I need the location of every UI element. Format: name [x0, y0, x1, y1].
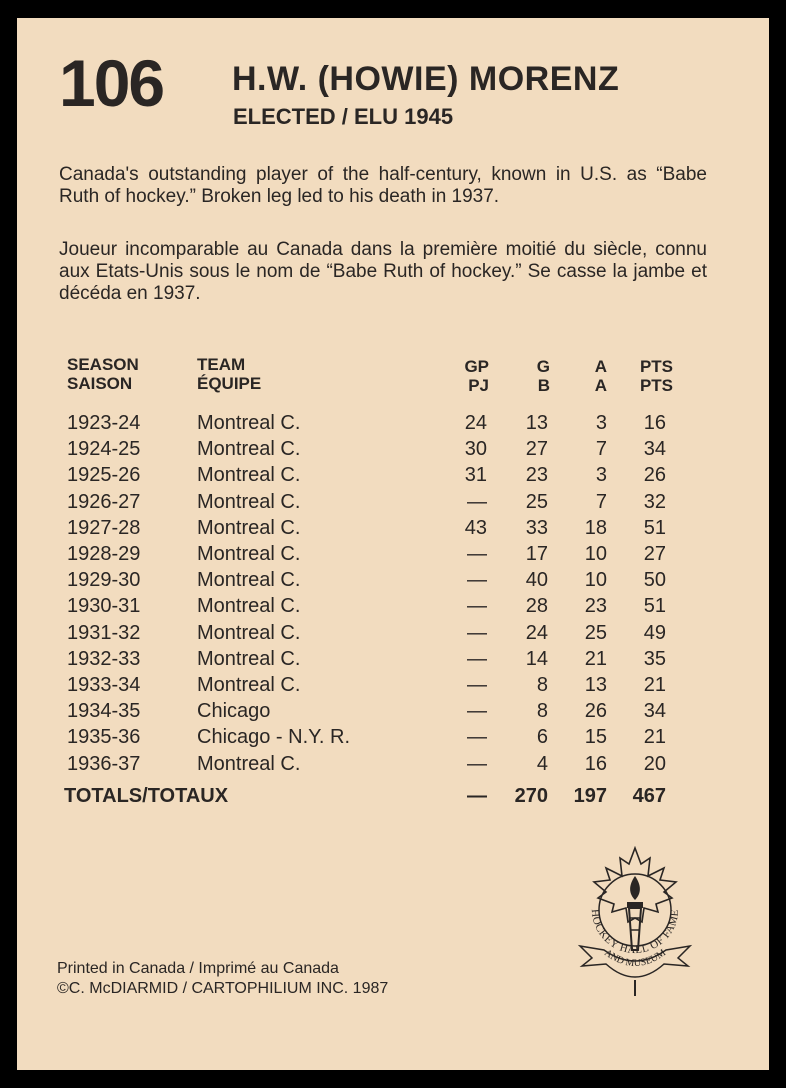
cell-g: 23 [525, 464, 548, 487]
cell-team: Chicago - N.Y. R. [197, 726, 351, 749]
cell-a: 10 [584, 569, 607, 592]
cell-g: 14 [525, 647, 548, 670]
cell-g: 28 [525, 595, 548, 618]
hockey-hall-of-fame-logo [572, 846, 698, 998]
card-number: 106 [59, 46, 164, 120]
cell-a: 23 [584, 595, 607, 618]
logo-ribbon-text: AND MUSEUM [602, 947, 668, 970]
cell-a: 15 [584, 726, 607, 749]
cell-team: Chicago [197, 700, 271, 723]
header-g: G B [536, 357, 550, 395]
cell-g: 27 [525, 438, 548, 461]
header-team: TEAM ÉQUIPE [197, 355, 262, 393]
cell-gp: — [467, 674, 487, 696]
totals-gp: — [467, 785, 487, 807]
cell-season: 1932-33 [67, 647, 141, 670]
cell-pts: 20 [643, 752, 666, 775]
header-a: A A [594, 357, 607, 395]
cell-team: Montreal C. [197, 752, 301, 775]
table-row [17, 436, 769, 462]
cell-a: 25 [584, 621, 607, 644]
cell-season: 1933-34 [67, 674, 141, 696]
table-row [17, 462, 769, 488]
table-row [17, 541, 769, 567]
cell-g: 13 [525, 412, 548, 434]
cell-pts: 21 [643, 726, 666, 749]
cell-pts: 34 [643, 700, 666, 723]
table-row [17, 410, 769, 436]
cell-season: 1931-32 [67, 621, 141, 644]
cell-gp: — [467, 569, 487, 592]
cell-pts: 16 [643, 412, 666, 434]
cell-g: 17 [525, 543, 548, 565]
cell-season: 1925-26 [67, 464, 141, 487]
cell-season: 1926-27 [67, 490, 141, 513]
totals-label: TOTALS/TOTAUX [64, 785, 229, 807]
cell-a: 3 [595, 464, 607, 487]
bio-english: Canada's outstanding player of the half-century, known in U.S. as “Babe Ruth of hockey.” Broken leg led to his death in 1937. [59, 164, 707, 207]
cell-pts: 35 [643, 647, 666, 670]
cell-a: 18 [584, 516, 607, 539]
cell-pts: 51 [643, 595, 666, 618]
elected-year: ELECTED / ELU 1945 [233, 104, 454, 129]
cell-season: 1936-37 [67, 752, 141, 775]
totals-pts: 467 [632, 785, 666, 807]
table-row [17, 515, 769, 541]
cell-a: 13 [584, 674, 607, 696]
cell-season: 1923-24 [67, 412, 141, 434]
cell-team: Montreal C. [197, 464, 301, 487]
cell-a: 7 [595, 490, 607, 513]
cell-a: 7 [595, 438, 607, 461]
cell-gp: — [467, 543, 487, 565]
cell-pts: 32 [643, 490, 666, 513]
cell-g: 33 [525, 516, 548, 539]
cell-g: 6 [536, 726, 548, 749]
torch-icon [627, 876, 643, 950]
table-row [17, 489, 769, 515]
player-name: H.W. (HOWIE) MORENZ [232, 60, 620, 98]
cell-gp: 43 [464, 516, 487, 539]
cell-team: Montreal C. [197, 412, 301, 434]
cell-team: Montreal C. [197, 621, 301, 644]
cell-pts: 51 [643, 516, 666, 539]
cell-g: 4 [536, 752, 548, 775]
cell-pts: 26 [643, 464, 666, 487]
cell-season: 1927-28 [67, 516, 141, 539]
cell-a: 21 [584, 647, 607, 670]
cell-gp: 24 [464, 412, 487, 434]
cell-gp: 31 [464, 464, 487, 487]
cell-gp: — [467, 490, 487, 513]
cell-gp: 30 [464, 438, 487, 461]
cell-g: 40 [525, 569, 548, 592]
logo-ring-text: HOCKEY HALL OF FAME [588, 908, 682, 957]
table-row [17, 593, 769, 619]
cell-team: Montreal C. [197, 543, 301, 565]
cell-gp: — [467, 726, 487, 749]
cell-season: 1928-29 [67, 543, 141, 565]
header-gp: GP PJ [464, 357, 489, 395]
table-row [17, 724, 769, 750]
cell-team: Montreal C. [197, 647, 301, 670]
bio-french: Joueur incomparable au Canada dans la première moitié du siècle, connu aux Etats-Unis sous le nom de “Babe Ruth of hockey.” Se casse la jambe et décéda en 1937. [59, 239, 707, 304]
header-season: SEASON SAISON [67, 355, 139, 393]
cell-team: Montreal C. [197, 438, 301, 461]
cell-g: 8 [536, 674, 548, 696]
copyright-note: ©C. McDIARMID / CARTOPHILIUM INC. 1987 [57, 980, 389, 997]
cell-team: Montreal C. [197, 516, 301, 539]
cell-team: Montreal C. [197, 595, 301, 618]
card-back [17, 18, 769, 1070]
cell-season: 1929-30 [67, 569, 141, 592]
cell-g: 24 [525, 621, 548, 644]
cell-g: 25 [525, 490, 548, 513]
cell-season: 1935-36 [67, 726, 141, 749]
cell-gp: — [467, 647, 487, 670]
cell-pts: 49 [643, 621, 666, 644]
cell-gp: — [467, 752, 487, 775]
cell-team: Montreal C. [197, 490, 301, 513]
table-row [17, 620, 769, 646]
printed-note: Printed in Canada / Imprimé au Canada [57, 960, 339, 977]
cell-pts: 27 [643, 543, 666, 565]
table-row [17, 751, 769, 777]
cell-pts: 21 [643, 674, 666, 696]
cell-pts: 34 [643, 438, 666, 461]
cell-season: 1930-31 [67, 595, 141, 618]
cell-team: Montreal C. [197, 569, 301, 592]
table-row [17, 698, 769, 724]
cell-team: Montreal C. [197, 674, 301, 696]
cell-a: 3 [595, 412, 607, 434]
totals-row [17, 783, 769, 809]
cell-a: 26 [584, 700, 607, 723]
cell-gp: — [467, 700, 487, 723]
cell-g: 8 [536, 700, 548, 723]
table-row [17, 672, 769, 698]
cell-season: 1924-25 [67, 438, 141, 461]
totals-a: 197 [573, 785, 607, 807]
table-row [17, 567, 769, 593]
cell-gp: — [467, 621, 487, 644]
cell-a: 16 [584, 752, 607, 775]
cell-pts: 50 [643, 569, 666, 592]
totals-g: 270 [514, 785, 548, 807]
cell-gp: — [467, 595, 487, 618]
cell-a: 10 [584, 543, 607, 565]
table-row [17, 646, 769, 672]
cell-season: 1934-35 [67, 700, 141, 723]
header-pts: PTS PTS [639, 357, 673, 395]
